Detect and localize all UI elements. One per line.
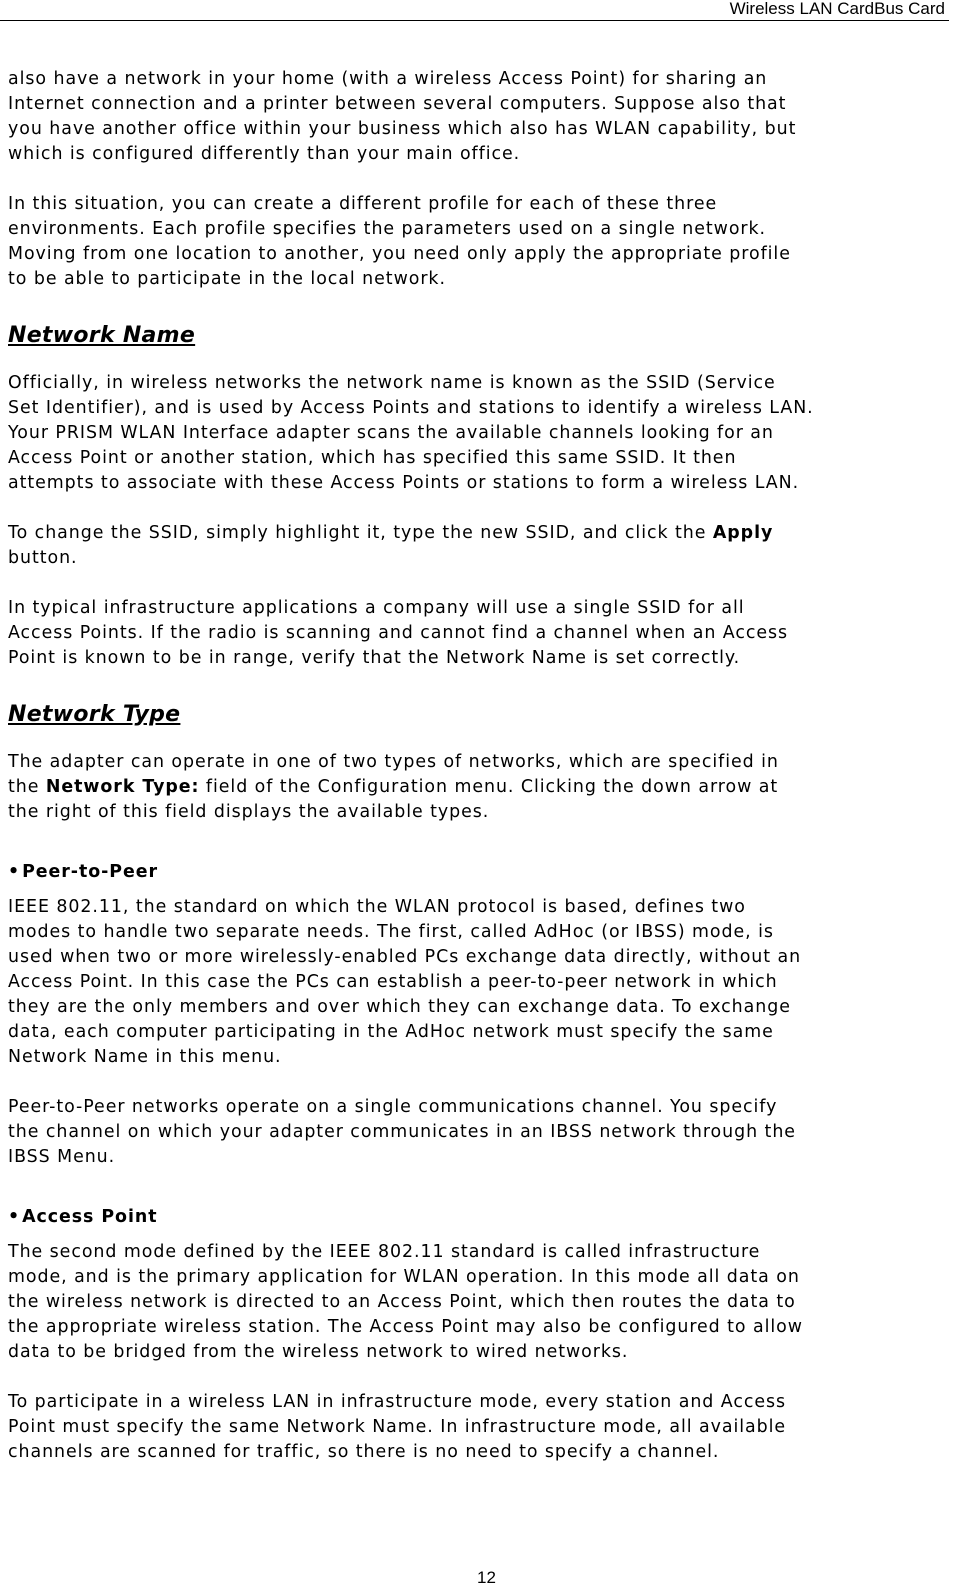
text-line: they are the only members and over which they can exchange data. To exchange — [8, 997, 791, 1017]
text-segment: field of the Configuration menu. Clicking the down arrow at — [199, 777, 779, 797]
text-line: Access Points. If the radio is scanning and cannot find a channel when an Access — [8, 623, 789, 643]
subheading-peer-to-peer — [8, 860, 970, 885]
text-line: used when two or more wirelessly-enabled PCs exchange data directly, without an — [8, 947, 802, 967]
peer-to-peer-paragraph-2 — [8, 1095, 970, 1170]
section-heading-network-type: Network Type — [8, 702, 181, 727]
text-line: Your PRISM WLAN Interface adapter scans the available channels looking for an — [8, 423, 774, 443]
text-line: the wireless network is directed to an Access Point, which then routes the data to — [8, 1292, 796, 1312]
text-line: button. — [8, 548, 78, 568]
text-line: Point is known to be in range, verify that the Network Name is set correctly. — [8, 648, 741, 668]
text-line: which is configured differently than your main office. — [8, 144, 521, 164]
text-line: attempts to associate with these Access Points or stations to form a wireless LAN. — [8, 473, 800, 493]
page-header — [0, 0, 949, 21]
text-line: The second mode defined by the IEEE 802.11 standard is called infrastructure — [8, 1242, 761, 1262]
network-name-paragraph-1 — [8, 371, 970, 496]
text-line: Point must specify the same Network Name. In infrastructure mode, all available — [8, 1417, 787, 1437]
document-body — [8, 67, 970, 1465]
text-line: the appropriate wireless station. The Access Point may also be configured to allow — [8, 1317, 803, 1337]
text-line: you have another office within your business which also has WLAN capability, but — [8, 119, 797, 139]
subheading-label: Access Point — [22, 1207, 158, 1227]
apply-keyword: Apply — [712, 523, 774, 543]
text-line — [8, 521, 970, 546]
text-line: modes to handle two separate needs. The first, called AdHoc (or IBSS) mode, is — [8, 922, 774, 942]
intro-paragraph-1 — [8, 67, 970, 167]
peer-to-peer-paragraph-1 — [8, 895, 970, 1070]
text-line: In this situation, you can create a different profile for each of these three — [8, 194, 718, 214]
page-number: 12 — [477, 1568, 496, 1587]
text-segment: the — [8, 777, 46, 797]
subheading-label: Peer-to-Peer — [22, 862, 158, 882]
text-line: IEEE 802.11, the standard on which the WLAN protocol is based, defines two — [8, 897, 746, 917]
text-line: to be able to participate in the local network. — [8, 269, 446, 289]
text-line — [8, 775, 970, 800]
header-title: Wireless LAN CardBus Card — [729, 0, 945, 18]
text-line: Moving from one location to another, you need only apply the appropriate profile — [8, 244, 791, 264]
bullet-icon: • — [8, 1207, 21, 1227]
text-line: Access Point or another station, which has specified this same SSID. It then — [8, 448, 737, 468]
text-line: the channel on which your adapter communicates in an IBSS network through the — [8, 1122, 796, 1142]
text-line: IBSS Menu. — [8, 1147, 116, 1167]
intro-paragraph-2 — [8, 192, 970, 292]
text-line: environments. Each profile specifies the parameters used on a single network. — [8, 219, 767, 239]
text-line: data to be bridged from the wireless network to wired networks. — [8, 1342, 629, 1362]
text-line: The adapter can operate in one of two types of networks, which are specified in — [8, 752, 779, 772]
network-name-paragraph-2 — [8, 521, 970, 571]
subheading-access-point — [8, 1205, 970, 1230]
network-type-keyword: Network Type: — [45, 777, 200, 797]
text-line: data, each computer participating in the AdHoc network must specify the same — [8, 1022, 774, 1042]
text-line: channels are scanned for traffic, so there is no need to specify a channel. — [8, 1442, 720, 1462]
text-line: also have a network in your home (with a wireless Access Point) for sharing an — [8, 69, 768, 89]
text-segment: To change the SSID, simply highlight it, type the new SSID, and click the — [8, 523, 713, 543]
text-line: Peer-to-Peer networks operate on a single communications channel. You specify — [8, 1097, 778, 1117]
text-line: Officially, in wireless networks the network name is known as the SSID (Service — [8, 373, 776, 393]
text-line: To participate in a wireless LAN in infrastructure mode, every station and Access — [8, 1392, 787, 1412]
text-line: Set Identifier), and is used by Access Points and stations to identify a wireless LAN. — [8, 398, 814, 418]
text-line: mode, and is the primary application for WLAN operation. In this mode all data on — [8, 1267, 800, 1287]
network-name-paragraph-3 — [8, 596, 970, 671]
text-line: In typical infrastructure applications a company will use a single SSID for all — [8, 598, 745, 618]
network-type-paragraph-1 — [8, 750, 970, 825]
text-line: Internet connection and a printer between several computers. Suppose also that — [8, 94, 787, 114]
text-line: the right of this field displays the available types. — [8, 802, 490, 822]
access-point-paragraph-2 — [8, 1390, 970, 1465]
access-point-paragraph-1 — [8, 1240, 970, 1365]
bullet-icon: • — [8, 862, 21, 882]
section-heading-network-name: Network Name — [8, 323, 196, 348]
text-line: Network Name in this menu. — [8, 1047, 282, 1067]
text-line: Access Point. In this case the PCs can establish a peer-to-peer network in which — [8, 972, 778, 992]
